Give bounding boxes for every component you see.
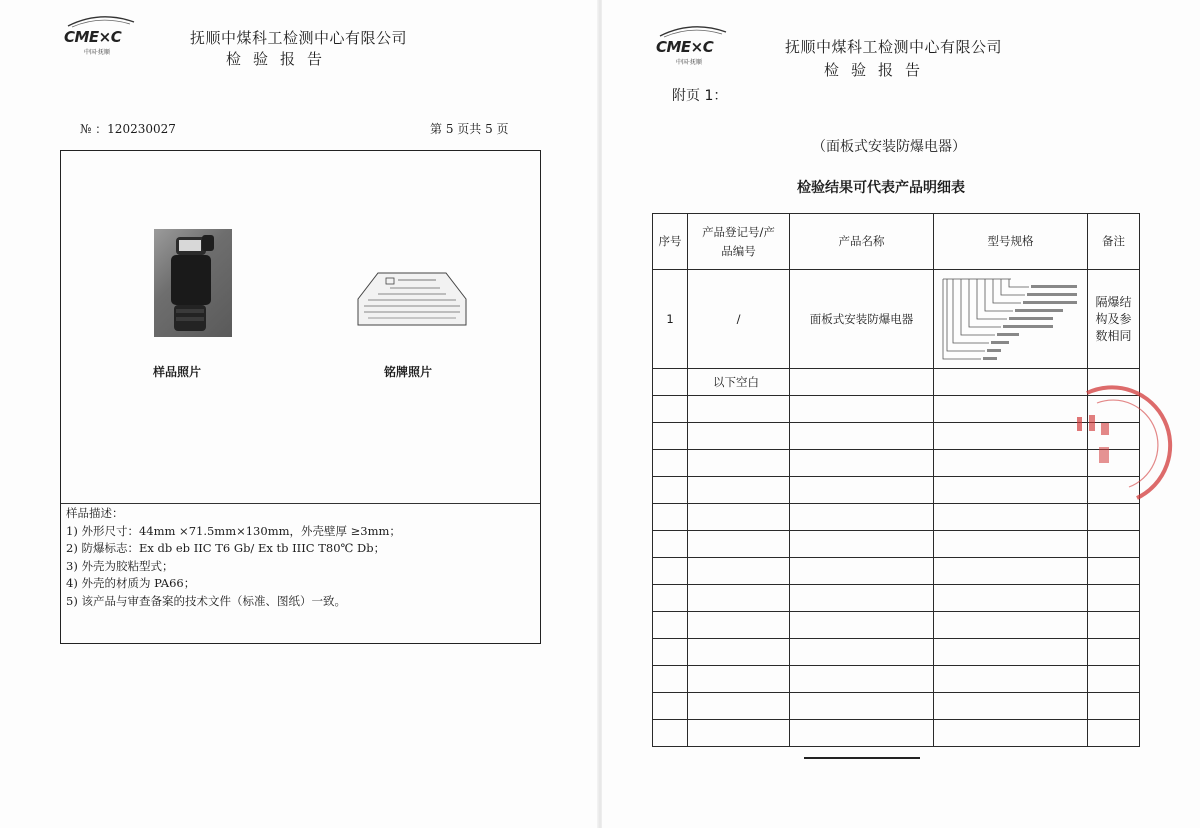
table-title: 检验结果可代表产品明细表 xyxy=(797,180,965,196)
table-row-blank xyxy=(653,612,1140,639)
blank-cell xyxy=(1088,720,1140,747)
blank-cell xyxy=(688,531,790,558)
blank-cell xyxy=(790,396,934,423)
blank-cell xyxy=(688,666,790,693)
sample-photo xyxy=(154,229,232,337)
description-item: 2) 防爆标志：Ex db eb IIC T6 Gb/ Ex tb IIIC T80℃ Db； xyxy=(66,541,386,555)
report-title: 检验报告 xyxy=(824,61,933,79)
table-row-blank xyxy=(653,720,1140,747)
blank-cell xyxy=(790,639,934,666)
blank-cell xyxy=(790,369,934,396)
blank-cell xyxy=(653,504,688,531)
blank-cell xyxy=(688,585,790,612)
logo-subtitle: 中国·抚顺 xyxy=(84,49,110,56)
model-code-diagram xyxy=(937,273,1085,365)
blank-note: 以下空白 xyxy=(688,369,790,396)
blank-cell xyxy=(934,693,1088,720)
header-reg-line2: 品编号 xyxy=(721,243,756,258)
blank-cell xyxy=(653,666,688,693)
cell-remark xyxy=(1088,270,1140,369)
org-name: 抚顺中煤科工检测中心有限公司 xyxy=(190,29,408,47)
blank-cell xyxy=(1088,693,1140,720)
blank-cell xyxy=(688,477,790,504)
description-item: 4) 外壳的材质为 PA66； xyxy=(66,576,196,590)
description-item: 1) 外形尺寸：44mm ×71.5mm×130mm，外壳壁厚 ≥3mm； xyxy=(66,523,401,538)
sample-description xyxy=(66,505,401,610)
cmec-logo xyxy=(60,12,140,56)
explosion-proof-device-icon xyxy=(154,229,232,337)
photo-region xyxy=(61,151,540,504)
blank-cell xyxy=(653,612,688,639)
blank-cell xyxy=(653,585,688,612)
blank-cell xyxy=(688,558,790,585)
blank-cell xyxy=(688,396,790,423)
blank-cell xyxy=(790,423,934,450)
table-row-blank xyxy=(653,585,1140,612)
blank-cell xyxy=(688,504,790,531)
blank-cell xyxy=(790,585,934,612)
annex-label: 附页 1： xyxy=(672,88,728,104)
remark-line: 构及参 xyxy=(1095,311,1132,326)
blank-cell xyxy=(934,450,1088,477)
blank-cell xyxy=(1088,612,1140,639)
table-row-blank xyxy=(653,504,1140,531)
description-heading: 样品描述： xyxy=(66,506,124,520)
blank-cell xyxy=(653,639,688,666)
blank-cell xyxy=(934,423,1088,450)
cell-seq: 1 xyxy=(653,270,688,369)
table-row xyxy=(653,270,1140,369)
blank-cell xyxy=(653,720,688,747)
header-remark: 备注 xyxy=(1088,214,1140,270)
blank-cell xyxy=(934,585,1088,612)
blank-cell xyxy=(790,693,934,720)
nameplate-photo xyxy=(356,269,468,329)
cell-model xyxy=(934,270,1088,369)
blank-cell xyxy=(790,612,934,639)
blank-cell xyxy=(653,450,688,477)
report-title: 检验报告 xyxy=(226,50,335,68)
blank-cell xyxy=(934,639,1088,666)
cmec-logo xyxy=(652,22,732,66)
table-row-blank xyxy=(653,531,1140,558)
report-number: № ：120230027 xyxy=(80,122,176,136)
report-page-left xyxy=(0,0,598,828)
logo-text: CME×C xyxy=(64,28,122,46)
blank-cell xyxy=(653,693,688,720)
blank-cell xyxy=(934,720,1088,747)
blank-cell xyxy=(790,666,934,693)
header-seq: 序号 xyxy=(653,214,688,270)
product-category: （面板式安装防爆电器） xyxy=(812,139,966,155)
description-item: 3) 外壳为胶粘型式； xyxy=(66,558,174,573)
blank-cell xyxy=(1088,531,1140,558)
blank-cell xyxy=(1088,558,1140,585)
header-product-name: 产品名称 xyxy=(790,214,934,270)
table-header-row xyxy=(653,214,1140,270)
blank-cell xyxy=(653,531,688,558)
blank-cell xyxy=(653,423,688,450)
blank-cell xyxy=(790,531,934,558)
table-row-blank xyxy=(653,639,1140,666)
blank-cell xyxy=(1088,585,1140,612)
cell-product-name: 面板式安装防爆电器 xyxy=(790,270,934,369)
blank-cell xyxy=(688,423,790,450)
blank-cell xyxy=(934,558,1088,585)
stamp-icon xyxy=(1067,383,1187,503)
blank-cell xyxy=(653,558,688,585)
blank-cell xyxy=(688,450,790,477)
header-reg-no xyxy=(688,214,790,270)
blank-cell xyxy=(653,369,688,396)
nameplate-photo-caption: 铭牌照片 xyxy=(384,365,433,379)
blank-cell xyxy=(790,477,934,504)
blank-cell xyxy=(790,558,934,585)
blank-cell xyxy=(934,612,1088,639)
end-divider-line xyxy=(804,757,920,759)
logo-subtitle: 中国·抚顺 xyxy=(676,59,702,66)
blank-cell xyxy=(934,666,1088,693)
description-item: 5) 该产品与审查备案的技术文件（标准、图纸）一致。 xyxy=(66,593,346,608)
nameplate-icon xyxy=(356,269,468,329)
blank-cell xyxy=(790,504,934,531)
blank-cell xyxy=(934,504,1088,531)
blank-cell xyxy=(790,720,934,747)
org-name: 抚顺中煤科工检测中心有限公司 xyxy=(785,38,1003,56)
cell-reg-no: / xyxy=(688,270,790,369)
blank-cell xyxy=(1088,639,1140,666)
header-reg-line1: 产品登记号/产 xyxy=(702,224,775,239)
table-row-blank xyxy=(653,693,1140,720)
blank-cell xyxy=(653,477,688,504)
blank-cell xyxy=(790,450,934,477)
blank-cell xyxy=(653,396,688,423)
blank-cell xyxy=(1088,666,1140,693)
table-row-blank xyxy=(653,558,1140,585)
blank-cell xyxy=(934,369,1088,396)
red-stamp-seal xyxy=(1067,383,1187,503)
blank-cell xyxy=(688,639,790,666)
blank-cell xyxy=(688,720,790,747)
blank-cell xyxy=(934,396,1088,423)
blank-cell xyxy=(688,612,790,639)
remark-line: 隔爆结 xyxy=(1095,294,1132,309)
remark-line: 数相同 xyxy=(1095,328,1132,343)
header-model: 型号规格 xyxy=(934,214,1088,270)
blank-cell xyxy=(688,693,790,720)
blank-cell xyxy=(934,531,1088,558)
sample-photo-caption: 样品照片 xyxy=(153,365,202,379)
page-indicator: 第 5 页共 5 页 xyxy=(430,122,509,136)
blank-cell xyxy=(934,477,1088,504)
table-row-blank xyxy=(653,666,1140,693)
sample-info-box xyxy=(60,150,541,644)
blank-cell xyxy=(1088,504,1140,531)
logo-text: CME×C xyxy=(656,38,714,56)
